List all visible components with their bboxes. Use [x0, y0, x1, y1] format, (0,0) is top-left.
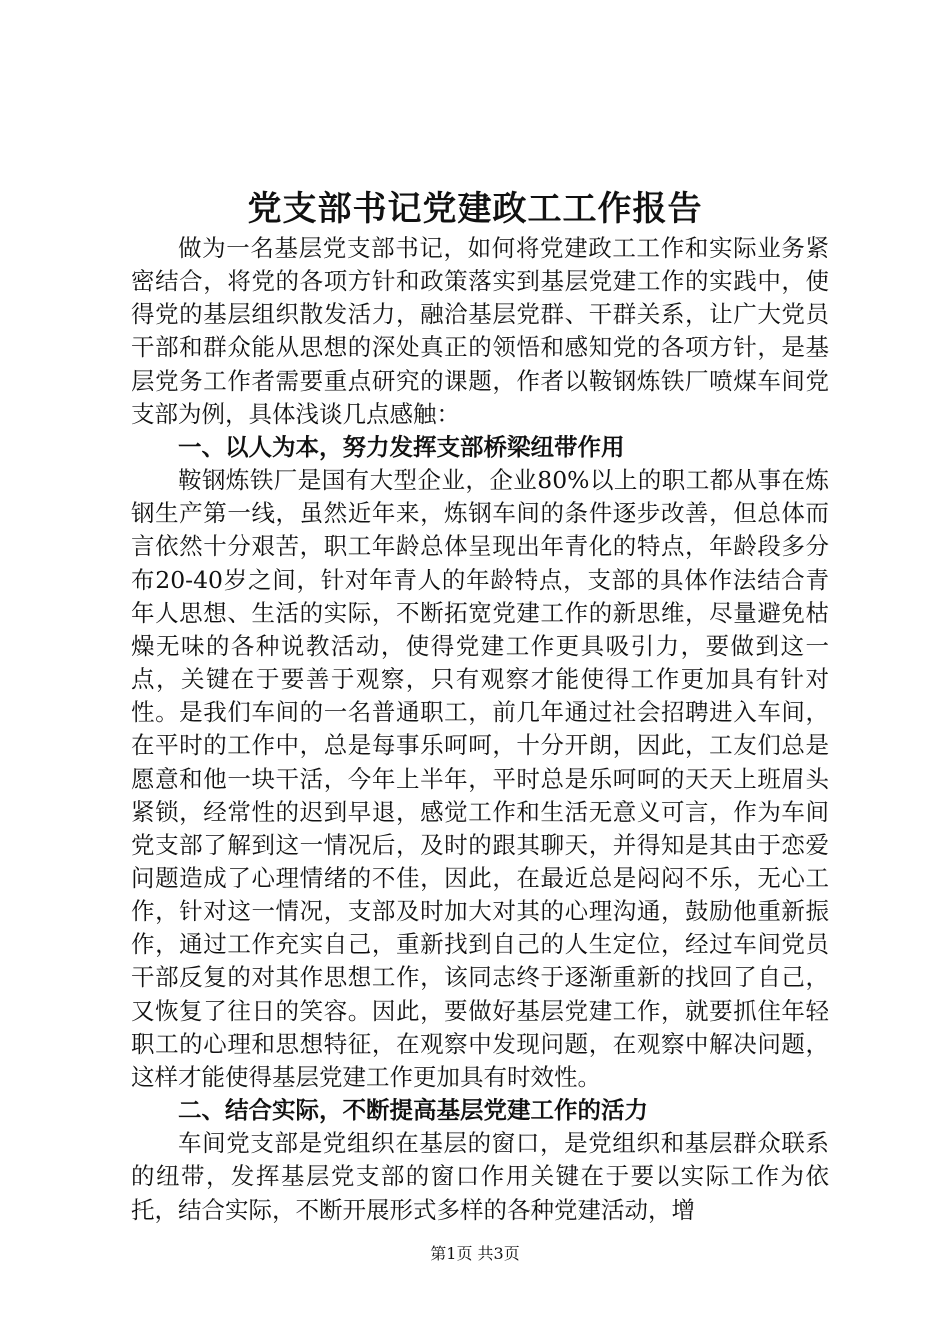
- section-1-paragraph: 鞍钢炼铁厂是国有大型企业，企业80%以上的职工都从事在炼钢生产第一线，虽然近年来，炼钢车间的条件逐步改善，但总体而言依然十分艰苦，职工年龄总体呈现出年青化的特点，年龄段多分布20-40岁之间，针对年青人的年龄特点，支部的具体作法结合青年人思想、生活的实际，不断拓宽党建工作的新思维，尽量避免枯燥无味的各种说教活动，使得党建工作更具吸引力，要做到这一点，关键在于要善于观察，只有观察才能使得工作更加具有针对性。是我们车间的一名普通职工，前几年通过社会招聘进入车间，在平时的工作中，总是每事乐呵呵，十分开朗，因此，工友们总是愿意和他一块干活，今年上半年，平时总是乐呵呵的天天上班眉头紧锁，经常性的迟到早退，感觉工作和生活无意义可言，作为车间党支部了解到这一情况后，及时的跟其聊天，并得知是其由于恋爱问题造成了心理情绪的不佳，因此，在最近总是闷闷不乐，无心工作，针对这一情况，支部及时加大对其的心理沟通，鼓励他重新振作，通过工作充实自己，重新找到自己的人生定位，经过车间党员干部反复的对其作思想工作，该同志终于逐渐重新的找回了自己，又恢复了往日的笑容。因此，要做好基层党建工作，就要抓住年轻职工的心理和思想特征，在观察中发现问题，在观察中解决问题，这样才能使得基层党建工作更加具有时效性。: [131, 466, 829, 1091]
- document-body: [131, 232, 829, 1227]
- section-2-heading: 二、结合实际，不断提高基层党建工作的活力: [178, 1096, 648, 1125]
- document-title: 党支部书记党建政工工作报告: [247, 189, 703, 229]
- section-2-paragraph: 车间党支部是党组织在基层的窗口，是党组织和基层群众联系的纽带，发挥基层党支部的窗口作用关键在于要以实际工作为依托，结合实际，不断开展形式多样的各种党建活动，增: [131, 1129, 829, 1224]
- page-footer: 第1页 共3页: [430, 1244, 520, 1263]
- intro-paragraph: 做为一名基层党支部书记，如何将党建政工工作和实际业务紧密结合，将党的各项方针和政策落实到基层党建工作的实践中，使得党的基层组织散发活力，融洽基层党群、干群关系，让广大党员干部和群众能从思想的深处真正的领悟和感知党的各项方针，是基层党务工作者需要重点研究的课题，作者以鞍钢炼铁厂喷煤车间党支部为例，具体浅谈几点感触：: [131, 234, 829, 428]
- section-1-heading: 一、以人为本，努力发挥支部桥梁纽带作用: [178, 432, 625, 461]
